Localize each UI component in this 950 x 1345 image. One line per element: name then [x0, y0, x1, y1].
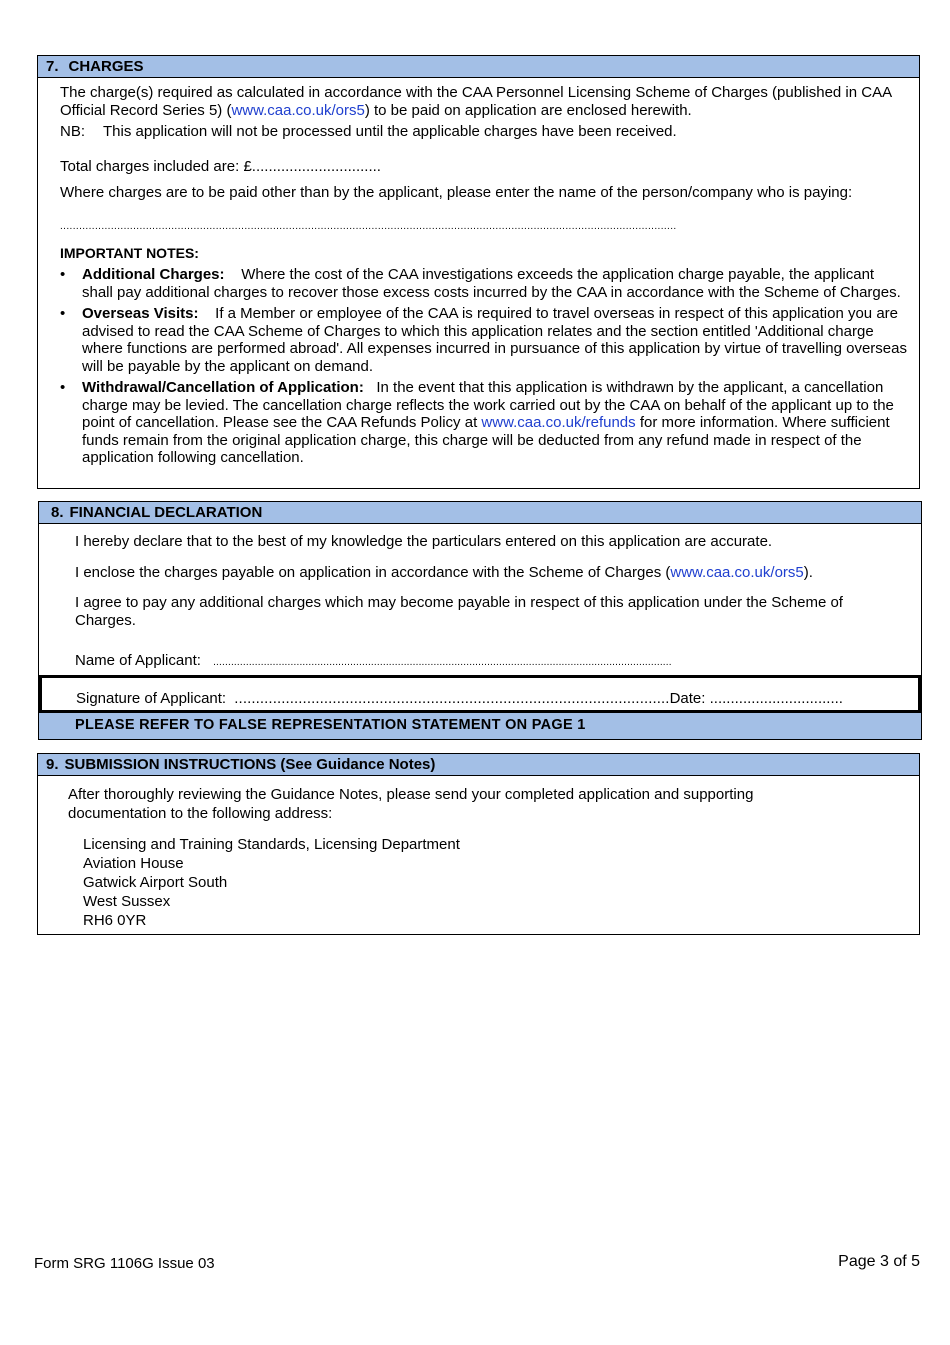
nb-label: NB:	[60, 123, 86, 140]
payer-field[interactable]: ..................................................................................................................................................................................................	[60, 221, 677, 232]
financial-section	[38, 501, 922, 740]
charges-header	[38, 56, 919, 78]
total-charges-field[interactable]: Total charges included are: £...............................	[60, 158, 381, 175]
agree-text: I agree to pay any additional charges which may become payable in respect of this application under the Scheme of Charges.	[75, 594, 843, 629]
address-line: Gatwick Airport South	[83, 874, 228, 891]
ors5-link[interactable]: www.caa.co.uk/ors5	[231, 101, 365, 119]
charges-section	[37, 55, 920, 489]
page-number: Page 3 of 5	[838, 1253, 920, 1270]
note-title: Additional Charges:	[82, 266, 225, 283]
name-label: Name of Applicant:	[75, 652, 201, 669]
address-line: Aviation House	[83, 855, 184, 872]
nb-text: This application will not be processed until the applicable charges have been received.	[103, 123, 677, 140]
enclose-text: I enclose the charges payable on application in accordance with the Scheme of Charges (www.caa.co.uk/ors5).	[75, 564, 813, 581]
name-field[interactable]: ..........................................................................................................................................................	[213, 657, 672, 668]
date-label: Date:	[669, 690, 706, 707]
signature-box	[39, 675, 921, 713]
address-line: West Sussex	[83, 893, 171, 910]
notes-heading: IMPORTANT NOTES:	[60, 245, 199, 261]
financial-title: FINANCIAL DECLARATION	[69, 504, 263, 521]
date-field[interactable]: ................................	[709, 690, 843, 707]
name-row	[75, 652, 672, 672]
address-line: Licensing and Training Standards, Licensing Department	[83, 836, 460, 853]
note-title: Withdrawal/Cancellation of Application:	[82, 379, 364, 396]
charges-title: CHARGES	[68, 58, 144, 75]
signature-label: Signature of Applicant:	[76, 690, 227, 707]
submission-section	[37, 753, 920, 935]
false-representation-warning: PLEASE REFER TO FALSE REPRESENTATION STATEMENT ON PAGE 1	[75, 717, 586, 733]
note-item: • Withdrawal/Cancellation of Application: In the event that this application is withdrawn by the applicant, a cancellation charge may be levied. The cancellation charge reflects the work carried out by the CAA on behalf of the applicant up to the point of cancellation. Please see the CAA Refunds Policy at www.caa.co.uk/refunds for more information. Where sufficient funds remain from the original application charge, this charge will be deducted from any refund made in respect of the application following cancellation.	[38, 379, 918, 467]
form-id: Form SRG 1106G Issue 03	[34, 1255, 215, 1272]
payer-label: Where charges are to be paid other than by the applicant, please enter the name of the person/company who is paying:	[60, 184, 853, 201]
signature-field[interactable]: ......................................................................................................	[234, 690, 670, 707]
submission-intro: After thoroughly reviewing the Guidance Notes, please send your completed application and supporting documentation to the following address:	[68, 786, 754, 822]
note-title: Overseas Visits:	[82, 305, 199, 322]
charges-intro: The charge(s) required as calculated in accordance with the CAA Personnel Licensing Scheme of Charges (published in CAA Official Record Series 5) (www.caa.co.uk/ors5) to be paid on application are enclosed herewith.	[60, 84, 892, 119]
financial-number: 8.	[51, 504, 64, 521]
notes-list	[38, 266, 918, 467]
note-text: Where the cost of the CAA investigations exceeds the application charge payable, the applicant shall pay additional charges to recover those excess costs incurred by the CAA in accordance with the Scheme of Charges.	[82, 266, 901, 301]
submission-header	[38, 754, 919, 776]
address-line: RH6 0YR	[83, 912, 147, 929]
ors5-link[interactable]: www.caa.co.uk/ors5	[670, 564, 804, 581]
declaration-text: I hereby declare that to the best of my knowledge the particulars entered on this application are accurate.	[75, 533, 773, 550]
refunds-link[interactable]: www.caa.co.uk/refunds	[481, 414, 636, 431]
address-block	[83, 835, 460, 930]
note-text: If a Member or employee of the CAA is required to travel overseas in respect of this application you are advised to read the CAA Scheme of Charges to which this application relates and the section entitled 'Additional charge where functions are performed abroad'. All expenses incurred in pursuance of this application by virtue of travelling overseas will be payable by the applicant on demand.	[82, 305, 907, 375]
submission-title: SUBMISSION INSTRUCTIONS (See Guidance Notes)	[64, 756, 436, 773]
charges-number: 7.	[46, 58, 59, 75]
warning-bar	[39, 713, 921, 739]
note-item	[38, 266, 918, 301]
financial-header	[39, 502, 921, 524]
charges-nb	[60, 123, 910, 141]
signature-row	[76, 690, 843, 708]
note-item	[38, 305, 918, 375]
submission-number: 9.	[46, 756, 59, 773]
